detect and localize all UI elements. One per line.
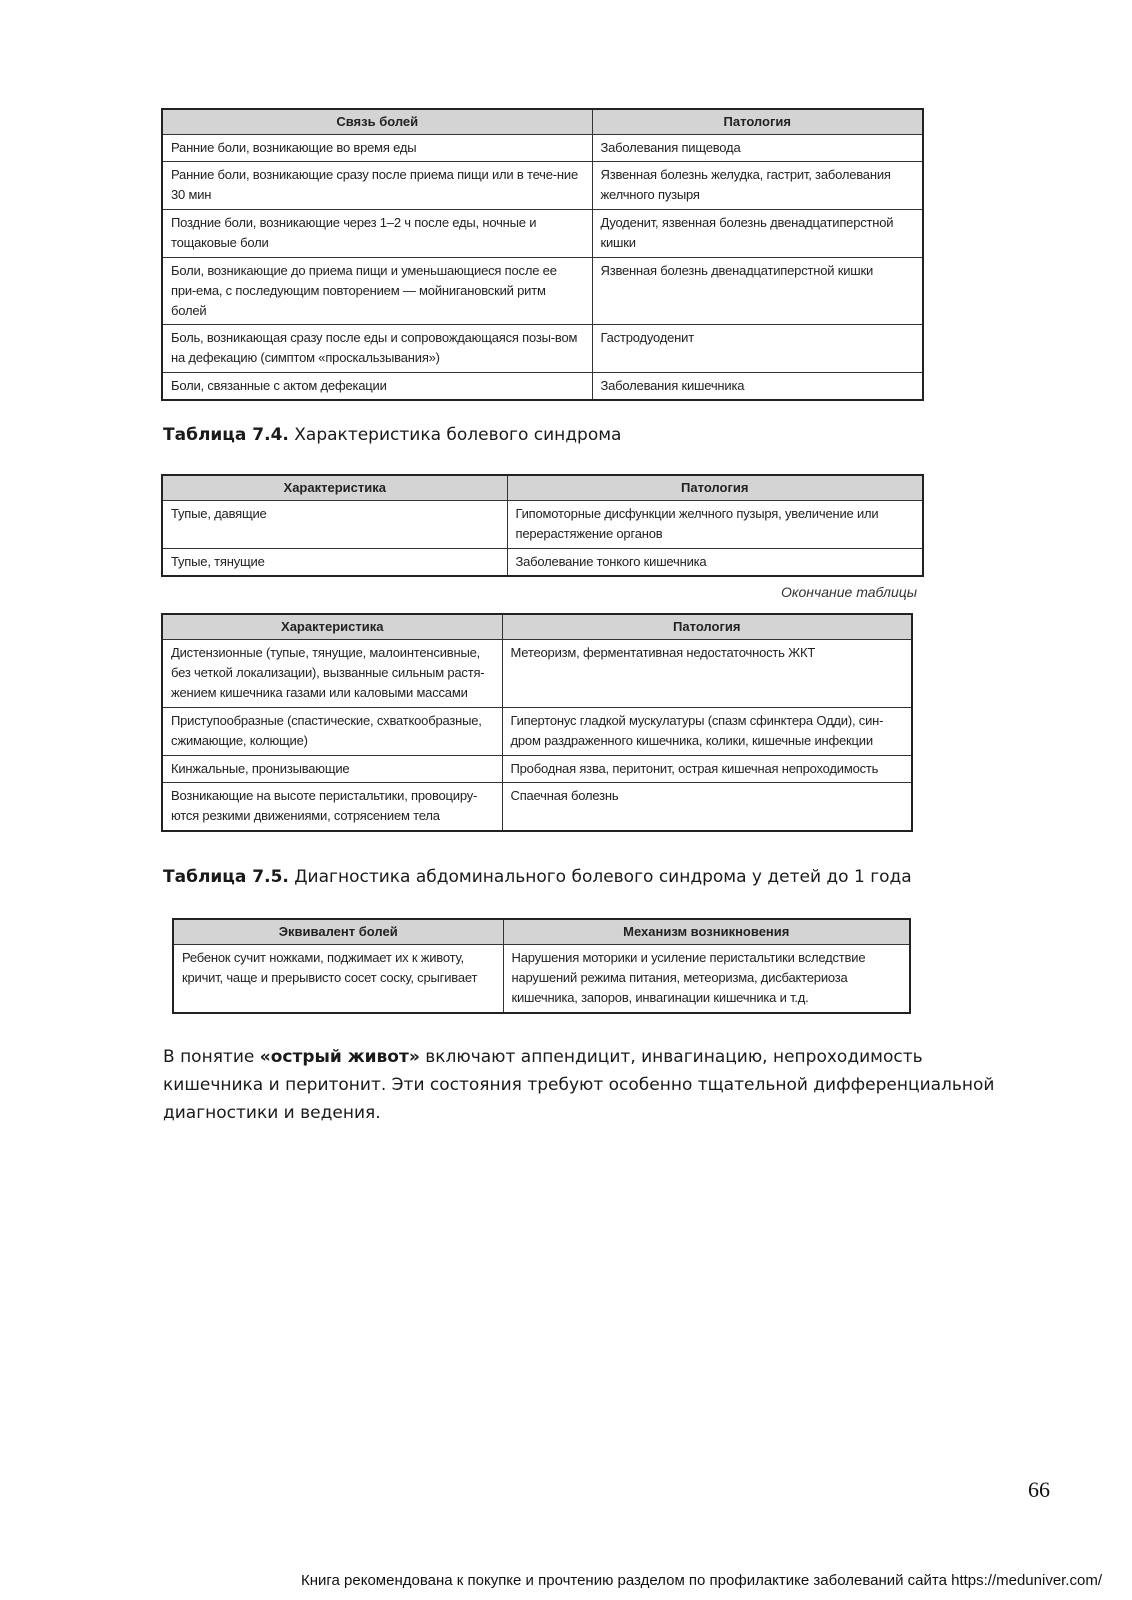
table-cell: Кинжальные, пронизывающие [162, 756, 502, 783]
table-row [162, 135, 923, 162]
table-cell: Тупые, давящие [162, 501, 507, 549]
footer-note: Книга рекомендована к покупке и прочтению разделом по профилактике заболеваний сайта https://meduniver.com/ [300, 1572, 1102, 1589]
table-row [162, 162, 923, 210]
paragraph-term: «острый живот» [259, 1047, 420, 1067]
column-header: Характеристика [162, 475, 507, 501]
table-cell: Язвенная болезнь двенадцатиперстной кишки [592, 258, 923, 325]
table-cell: Язвенная болезнь желудка, гастрит, заболевания желчного пузыря [592, 162, 923, 210]
column-header: Механизм возникновения [503, 919, 910, 945]
table-row [162, 325, 923, 373]
table-cell: Прободная язва, перитонит, острая кишечная непроходимость [502, 756, 912, 783]
column-header: Эквивалент болей [173, 919, 503, 945]
table-row [162, 373, 923, 401]
table-cell: Приступообразные (спастические, схваткообразные, сжимающие, колющие) [162, 708, 502, 756]
table-cell: Ребенок сучит ножками, поджимает их к животу, кричит, чаще и прерывисто сосет соску, срыгивает [173, 945, 503, 1013]
table-cell: Заболевания кишечника [592, 373, 923, 401]
table-cell: Боль, возникающая сразу после еды и сопровождающаяся позы-вом на дефекацию (симптом «проскальзывания») [162, 325, 592, 373]
table-row [162, 640, 912, 708]
table-infant-pain-diagnostics [172, 918, 911, 1014]
table-row [162, 210, 923, 258]
column-header: Патология [507, 475, 923, 501]
paragraph-text: В понятие [163, 1047, 260, 1067]
table-cell: Ранние боли, возникающие сразу после приема пищи или в тече-ние 30 мин [162, 162, 592, 210]
page-number: 66 [1028, 1477, 1050, 1502]
table-caption [163, 867, 912, 887]
column-header: Характеристика [162, 614, 502, 640]
table-header-row [162, 109, 923, 135]
table-caption-label: Таблица 7.5. [163, 867, 289, 887]
table-cell: Метеоризм, ферментативная недостаточность ЖКТ [502, 640, 912, 708]
table-cell: Спаечная болезнь [502, 783, 912, 831]
table-cell: Дуоденит, язвенная болезнь двенадцатиперстной кишки [592, 210, 923, 258]
table-caption-label: Таблица 7.4. [163, 425, 289, 445]
table-header-row [162, 475, 923, 501]
column-header: Патология [592, 109, 923, 135]
table-cell: Заболевание тонкого кишечника [507, 549, 923, 577]
table-cell: Гастродуоденит [592, 325, 923, 373]
column-header: Патология [502, 614, 912, 640]
table-caption-text: Диагностика абдоминального болевого синдрома у детей до 1 года [288, 867, 912, 887]
table-row [162, 708, 912, 756]
table-header-row [173, 919, 910, 945]
table-cell: Боли, возникающие до приема пищи и уменьшающиеся после ее при-ема, с последующим повторением — мойнигановский ритм болей [162, 258, 592, 325]
table-cell: Нарушения моторики и усиление перистальтики вследствие нарушений режима питания, метеоризма, дисбактериоза кишечника, запоров, инвагинации кишечника и т.д. [503, 945, 910, 1013]
table-row [162, 258, 923, 325]
column-header: Связь болей [162, 109, 592, 135]
table-cell: Гипертонус гладкой мускулатуры (спазм сфинктера Одди), син-дром раздраженного кишечника, колики, кишечные инфекции [502, 708, 912, 756]
table-row [162, 783, 912, 831]
table-cell: Возникающие на высоте перистальтики, провоциру-ются резкими движениями, сотрясением тела [162, 783, 502, 831]
table-cell: Боли, связанные с актом дефекации [162, 373, 592, 401]
table-pain-timing [161, 108, 924, 401]
table-caption-text: Характеристика болевого синдрома [288, 425, 622, 445]
table-row [173, 945, 910, 1013]
table-cell: Гипомоторные дисфункции желчного пузыря, увеличение или перерастяжение органов [507, 501, 923, 549]
table-pain-character [161, 474, 924, 577]
table-pain-character-continued [161, 613, 913, 832]
table-caption [163, 425, 621, 445]
table-row [162, 549, 923, 577]
paragraph-text: включают аппендицит, инвагинацию, непроходимость кишечника и перитонит. Эти состояния требуют особенно тщательной дифференциальной диагностики и ведения. [163, 1047, 995, 1123]
body-paragraph [163, 1043, 1003, 1127]
table-cell: Дистензионные (тупые, тянущие, малоинтенсивные, без четкой локализации), вызванные сильным растя-жением кишечника газами или каловыми массами [162, 640, 502, 708]
table-cell: Тупые, тянущие [162, 549, 507, 577]
table-continued-label: Окончание таблицы [781, 584, 918, 600]
table-row [162, 756, 912, 783]
table-cell: Заболевания пищевода [592, 135, 923, 162]
table-row [162, 501, 923, 549]
table-header-row [162, 614, 912, 640]
table-cell: Ранние боли, возникающие во время еды [162, 135, 592, 162]
table-cell: Поздние боли, возникающие через 1–2 ч после еды, ночные и тощаковые боли [162, 210, 592, 258]
